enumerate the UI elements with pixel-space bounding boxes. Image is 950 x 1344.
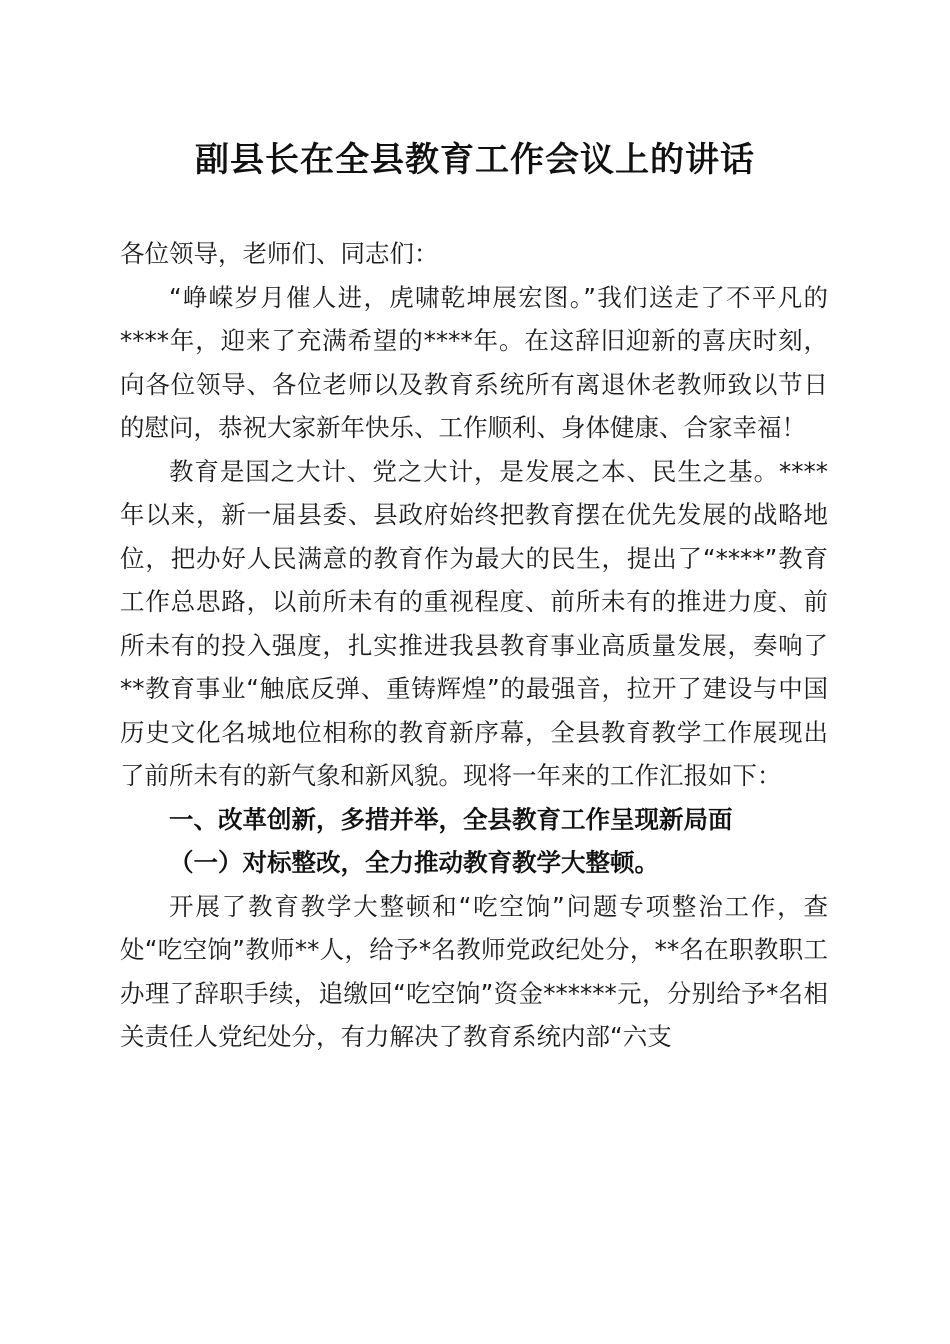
paragraph-greeting: “峥嵘岁月催人进，虎啸乾坤展宏图。”我们送走了不平凡的****年，迎来了充满希望的****年。在这辞旧迎新的喜庆时刻，向各位领导、各位老师以及教育系统所有离退休老教师致以节日的慰问，恭祝大家新年快乐、工作顺利、身体健康、合家幸福！ [120, 282, 828, 442]
subsection-heading: （一）对标整改，全力推动教育教学大整顿。 [169, 848, 659, 877]
paragraph-rectification: 开展了教育教学大整顿和“吃空饷”问题专项整治工作，查处“吃空饷”教师**人，给予*名教师党政纪处分，**名在职教职工办理了辞职手续，追缴回“吃空饷”资金******元，分别给予*名相关责任人党纪处分，有力解决了教育系统内部“六支 [120, 891, 828, 1051]
section-heading: 一、改革创新，多措并举，全县教育工作呈现新局面 [169, 804, 733, 834]
paragraph-intro: 教育是国之大计、党之大计，是发展之本、民生之基。****年以来，新一届县委、县政府始终把教育摆在优先发展的战略地位，把办好人民满意的教育作为最大的民生，提出了“****”教育工作总思路，以前所未有的重视程度、前所未有的推进力度、前所未有的投入强度，扎实推进我县教育事业高质量发展，奏响了**教育事业“触底反弹、重铸辉煌”的最强音，拉开了建设与中国历史文化名城地位相称的教育新序幕，全县教育教学工作展现出了前所未有的新气象和新风貌。现将一年来的工作汇报如下： [120, 456, 828, 790]
document-body [120, 232, 828, 1059]
document-title: 副县长在全县教育工作会议上的讲话 [195, 140, 755, 180]
salutation: 各位领导，老师们、同志们： [120, 239, 439, 268]
